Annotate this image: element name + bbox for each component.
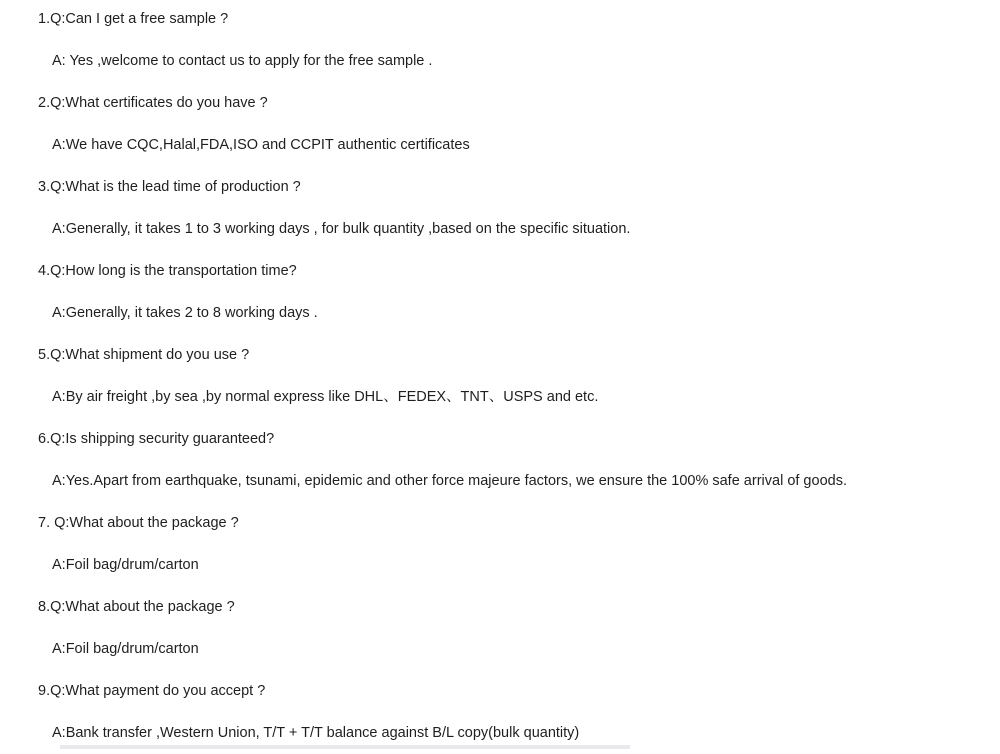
faq-answer-5: A:By air freight ,by sea ,by normal express like DHL、FEDEX、TNT、USPS and etc. <box>52 389 599 405</box>
faq-question-5: 5.Q:What shipment do you use ? <box>38 347 250 363</box>
faq-answer-4: A:Generally, it takes 2 to 8 working days . <box>52 305 318 321</box>
faq-answer-3: A:Generally, it takes 1 to 3 working days , for bulk quantity ,based on the specific situation. <box>52 221 631 237</box>
faq-answer-1: A: Yes ,welcome to contact us to apply for the free sample . <box>52 53 433 69</box>
faq-question-3: 3.Q:What is the lead time of production ? <box>38 179 301 195</box>
faq-answer-2: A:We have CQC,Halal,FDA,ISO and CCPIT authentic certificates <box>52 137 470 153</box>
faq-question-2: 2.Q:What certificates do you have ? <box>38 95 268 111</box>
faq-question-1: 1.Q:Can I get a free sample ? <box>38 11 229 27</box>
faq-question-6: 6.Q:Is shipping security guaranteed? <box>38 431 275 447</box>
cropped-next-line-artifact <box>60 745 630 749</box>
faq-question-8: 8.Q:What about the package ? <box>38 599 235 615</box>
faq-answer-7: A:Foil bag/drum/carton <box>52 557 199 573</box>
faq-answer-8: A:Foil bag/drum/carton <box>52 641 199 657</box>
faq-answer-6: A:Yes.Apart from earthquake, tsunami, epidemic and other force majeure factors, we ensure the 100% safe arrival of goods. <box>52 473 847 489</box>
faq-question-4: 4.Q:How long is the transportation time? <box>38 263 297 279</box>
faq-question-9: 9.Q:What payment do you accept ? <box>38 683 266 699</box>
faq-answer-9: A:Bank transfer ,Western Union, T/T + T/T balance against B/L copy(bulk quantity) <box>52 725 580 741</box>
faq-question-7: 7. Q:What about the package ? <box>38 515 239 531</box>
